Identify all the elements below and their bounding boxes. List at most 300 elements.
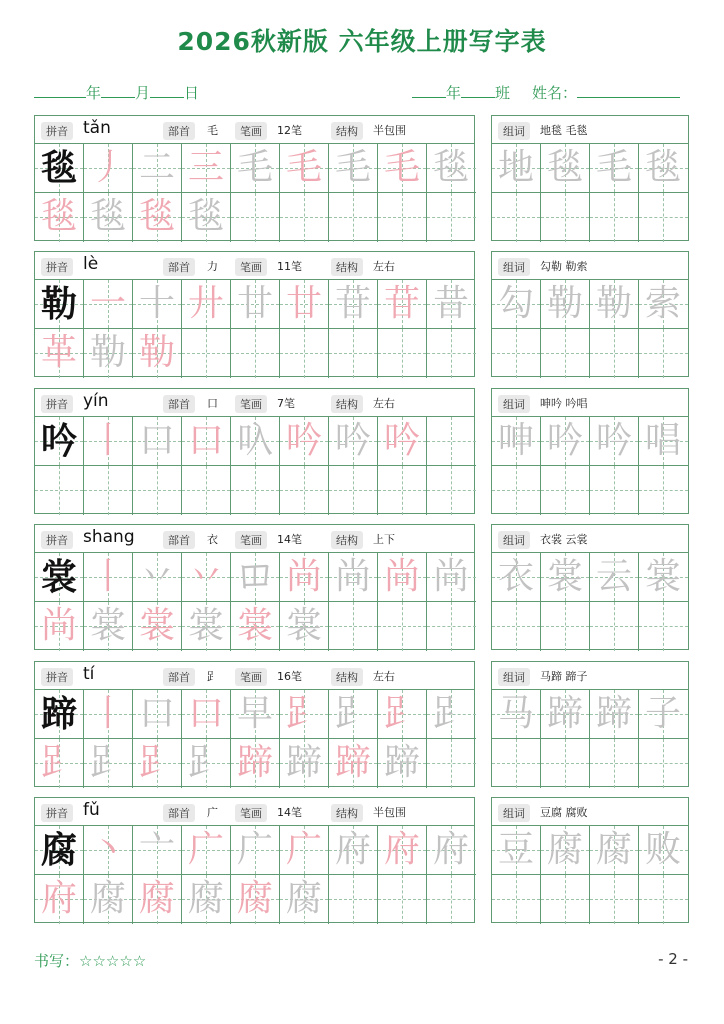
grid-cell[interactable] (329, 553, 378, 602)
words-value: 勾勒 勒索 (540, 260, 588, 273)
page-title: 2026秋新版 六年级上册写字表 (177, 27, 547, 56)
strokes-value: 14笔 (277, 533, 302, 546)
grid-cell[interactable] (35, 417, 84, 466)
radical-value: 力 (207, 260, 218, 273)
model-character: 蹄 (40, 693, 77, 735)
word-character: 豆 (497, 829, 534, 870)
stroke-order-character: 廿 (285, 283, 322, 324)
grid-cell[interactable] (427, 553, 476, 602)
grid-cell[interactable] (280, 193, 329, 242)
word-character: 腐 (546, 829, 583, 870)
word-cell[interactable] (492, 329, 541, 378)
grid-cell[interactable] (133, 553, 182, 602)
structure-value: 上下 (373, 533, 395, 546)
stroke-order-character: 苷 (383, 283, 420, 324)
grid-cell[interactable] (280, 602, 329, 651)
word-cell[interactable] (639, 875, 688, 924)
grid-cell[interactable] (231, 826, 280, 875)
pinyin-label: 拼音 (41, 804, 73, 822)
word-cell[interactable] (541, 553, 590, 602)
grid-cell[interactable] (329, 826, 378, 875)
grid-cell[interactable] (84, 193, 133, 242)
stroke-order-character: 十 (138, 283, 175, 324)
word-character: 吟 (595, 420, 632, 461)
radical-label: 部首 (163, 258, 195, 276)
word-cell[interactable] (492, 739, 541, 788)
pinyin-label: 拼音 (41, 122, 73, 140)
grid-cell[interactable] (231, 602, 280, 651)
word-character: 马 (497, 693, 534, 734)
word-cell[interactable] (541, 193, 590, 242)
grid-cell[interactable] (133, 417, 182, 466)
word-cell[interactable] (590, 280, 639, 329)
word-cell[interactable] (639, 553, 688, 602)
grid-cell[interactable] (329, 193, 378, 242)
grid-cell[interactable] (231, 553, 280, 602)
stroke-order-character: 府 (40, 878, 77, 919)
structure-label: 结构 (331, 395, 363, 413)
character-info-row (35, 252, 474, 280)
word-cell[interactable] (639, 144, 688, 193)
word-box (491, 388, 689, 514)
word-cell[interactable] (492, 466, 541, 515)
words-label: 组词 (498, 122, 530, 140)
word-cell[interactable] (639, 602, 688, 651)
words-label: 组词 (498, 804, 530, 822)
stroke-order-character: 丶 (89, 829, 126, 870)
stroke-order-character: 𧾷 (89, 742, 126, 783)
stroke-order-character: 毛 (236, 147, 273, 188)
grid-cell[interactable] (133, 875, 182, 924)
strokes-label: 笔画 (235, 668, 267, 686)
strokes-value: 16笔 (277, 670, 302, 683)
grid-cell[interactable] (329, 739, 378, 788)
grid-cell[interactable] (231, 739, 280, 788)
grid-cell[interactable] (35, 193, 84, 242)
grid-cell[interactable] (427, 875, 476, 924)
grid-cell[interactable] (427, 144, 476, 193)
page-number: - 2 - (658, 950, 688, 968)
stroke-order-character: 一 (89, 283, 126, 324)
grid-cell[interactable] (329, 875, 378, 924)
word-cell[interactable] (639, 417, 688, 466)
pinyin-value: shang (83, 527, 135, 547)
stroke-order-character: 𧾷 (285, 693, 322, 734)
grid-cell[interactable] (231, 417, 280, 466)
word-cell[interactable] (639, 826, 688, 875)
grid-cell[interactable] (84, 739, 133, 788)
word-character: 衣 (497, 556, 534, 597)
character-info-row (35, 525, 474, 553)
grid-cell[interactable] (84, 875, 133, 924)
grid-cell[interactable] (329, 280, 378, 329)
word-character: 腐 (595, 829, 632, 870)
word-cell[interactable] (639, 193, 688, 242)
grid-cell[interactable] (35, 466, 84, 515)
word-character: 呻 (497, 420, 534, 461)
words-label: 组词 (498, 258, 530, 276)
structure-label: 结构 (331, 531, 363, 549)
practice-box (34, 797, 475, 923)
grid-cell[interactable] (378, 144, 427, 193)
grid-cell[interactable] (280, 826, 329, 875)
word-cell[interactable] (492, 826, 541, 875)
word-cell[interactable] (590, 193, 639, 242)
grid-cell[interactable] (378, 466, 427, 515)
pinyin-value: yín (83, 391, 109, 411)
stroke-order-character: 口 (138, 420, 175, 461)
word-cell[interactable] (590, 690, 639, 739)
stroke-order-character: 广 (285, 829, 322, 870)
stroke-order-character: 吟 (334, 420, 371, 461)
word-cell[interactable] (590, 875, 639, 924)
strokes-label: 笔画 (235, 395, 267, 413)
grid-cell[interactable] (427, 690, 476, 739)
grid-cell[interactable] (329, 690, 378, 739)
words-label: 组词 (498, 395, 530, 413)
grid-cell[interactable] (84, 417, 133, 466)
grid-cell[interactable] (280, 280, 329, 329)
stroke-order-character: 革 (40, 332, 77, 373)
stroke-order-character: 𧾷 (334, 693, 371, 734)
grid-cell[interactable] (182, 417, 231, 466)
word-cell[interactable] (590, 417, 639, 466)
grid-cell[interactable] (182, 193, 231, 242)
radical-value: 衣 (207, 533, 218, 546)
grid-cell[interactable] (35, 553, 84, 602)
structure-value: 半包围 (373, 124, 406, 137)
stroke-order-character: 口 (187, 420, 224, 461)
grid-cell[interactable] (182, 144, 231, 193)
grid-cell[interactable] (35, 739, 84, 788)
stroke-order-character: 昔 (432, 283, 469, 324)
word-cell[interactable] (590, 739, 639, 788)
grid-cell[interactable] (378, 739, 427, 788)
practice-box (34, 388, 475, 514)
character-info-row (35, 116, 474, 144)
grid-cell[interactable] (231, 329, 280, 378)
words-value: 衣裳 云裳 (540, 533, 588, 546)
word-cell[interactable] (541, 329, 590, 378)
word-cell[interactable] (492, 690, 541, 739)
stroke-order-character: 吟 (285, 420, 322, 461)
stroke-order-character: 叺 (236, 420, 273, 461)
stroke-order-character: 蹄 (285, 742, 322, 783)
stroke-order-character: 腐 (187, 878, 224, 919)
word-character: 裳 (546, 556, 583, 597)
character-info-row (35, 798, 474, 826)
grid-cell[interactable] (427, 193, 476, 242)
grid-cell[interactable] (329, 466, 378, 515)
pinyin-label: 拼音 (41, 531, 73, 549)
word-character: 裳 (644, 556, 681, 597)
word-cell[interactable] (541, 875, 590, 924)
word-cell[interactable] (639, 280, 688, 329)
grid-cell[interactable] (133, 144, 182, 193)
grid-cell[interactable] (84, 466, 133, 515)
stroke-order-character: 丨 (89, 556, 126, 597)
stroke-order-character: 丷 (138, 556, 175, 597)
word-cell[interactable] (541, 739, 590, 788)
practice-box (34, 115, 475, 241)
grid-cell[interactable] (329, 417, 378, 466)
grid-cell[interactable] (280, 553, 329, 602)
words-value: 地毯 毛毯 (540, 124, 588, 137)
grid-cell[interactable] (84, 553, 133, 602)
radical-value: 𧾷 (207, 670, 218, 683)
stroke-order-character: 𧾷 (432, 693, 469, 734)
word-cell[interactable] (492, 417, 541, 466)
radical-label: 部首 (163, 122, 195, 140)
grid-cell[interactable] (378, 875, 427, 924)
grid-cell[interactable] (427, 602, 476, 651)
grid-cell[interactable] (35, 280, 84, 329)
grid-cell[interactable] (35, 690, 84, 739)
word-cell[interactable] (492, 602, 541, 651)
grid-cell[interactable] (133, 826, 182, 875)
stroke-order-character: 尚 (40, 605, 77, 646)
grid-cell[interactable] (182, 602, 231, 651)
grid-cell[interactable] (35, 144, 84, 193)
stroke-order-character: 勒 (89, 332, 126, 373)
grid-cell[interactable] (231, 690, 280, 739)
stroke-order-character: 腐 (285, 878, 322, 919)
grid-cell[interactable] (280, 466, 329, 515)
word-cell[interactable] (590, 553, 639, 602)
grid-cell[interactable] (35, 826, 84, 875)
structure-label: 结构 (331, 258, 363, 276)
stroke-order-character: 廿 (236, 283, 273, 324)
word-cell[interactable] (639, 329, 688, 378)
words-label: 组词 (498, 668, 530, 686)
stroke-order-character: 苷 (334, 283, 371, 324)
grid-cell[interactable] (378, 417, 427, 466)
word-info-row (492, 389, 688, 417)
grid-cell[interactable] (329, 329, 378, 378)
word-character: 蹄 (595, 693, 632, 734)
model-character: 毯 (40, 147, 77, 189)
grid-cell[interactable] (231, 280, 280, 329)
grid-cell[interactable] (231, 875, 280, 924)
grid-cell[interactable] (231, 144, 280, 193)
grid-cell[interactable] (182, 280, 231, 329)
grid-cell[interactable] (329, 144, 378, 193)
practice-box (34, 524, 475, 650)
grid-cell[interactable] (378, 329, 427, 378)
stroke-order-character: 丨 (89, 693, 126, 734)
grid-cell[interactable] (427, 826, 476, 875)
word-cell[interactable] (492, 280, 541, 329)
word-cell[interactable] (492, 875, 541, 924)
word-cell[interactable] (492, 144, 541, 193)
word-cell[interactable] (492, 193, 541, 242)
grid-cell[interactable] (133, 739, 182, 788)
grid-cell[interactable] (84, 144, 133, 193)
stroke-order-character: 府 (432, 829, 469, 870)
pinyin-value: lè (83, 254, 99, 274)
strokes-value: 11笔 (277, 260, 302, 273)
grid-cell[interactable] (231, 193, 280, 242)
strokes-label: 笔画 (235, 258, 267, 276)
word-cell[interactable] (541, 690, 590, 739)
grid-cell[interactable] (427, 466, 476, 515)
grid-cell[interactable] (182, 875, 231, 924)
grid-cell[interactable] (182, 466, 231, 515)
grid-cell[interactable] (378, 280, 427, 329)
pinyin-label: 拼音 (41, 668, 73, 686)
grid-cell[interactable] (35, 875, 84, 924)
stroke-order-character: 尚 (334, 556, 371, 597)
word-cell[interactable] (639, 739, 688, 788)
day-label: 日 (184, 84, 200, 102)
word-character: 毯 (546, 147, 583, 188)
word-cell[interactable] (541, 826, 590, 875)
grid-cell[interactable] (182, 329, 231, 378)
model-character: 吟 (40, 420, 77, 462)
word-box (491, 797, 689, 923)
month-label: 月 (135, 84, 151, 102)
word-cell[interactable] (590, 466, 639, 515)
stroke-order-character: 二 (138, 147, 175, 188)
grid-cell[interactable] (329, 602, 378, 651)
grid-cell[interactable] (280, 417, 329, 466)
grid-cell[interactable] (84, 602, 133, 651)
stroke-order-character: 裳 (89, 605, 126, 646)
stroke-order-character: 裳 (138, 605, 175, 646)
radical-label: 部首 (163, 668, 195, 686)
grid-cell[interactable] (378, 553, 427, 602)
stroke-order-character: 腐 (138, 878, 175, 919)
word-character: 云 (595, 556, 632, 597)
word-character: 毯 (644, 147, 681, 188)
word-box (491, 661, 689, 787)
word-cell[interactable] (590, 826, 639, 875)
word-cell[interactable] (492, 553, 541, 602)
stroke-order-character: 广 (236, 829, 273, 870)
structure-label: 结构 (331, 122, 363, 140)
word-character: 子 (644, 693, 681, 734)
pinyin-label: 拼音 (41, 395, 73, 413)
character-info-row (35, 662, 474, 690)
stroke-order-character: 廾 (187, 283, 224, 324)
radical-label: 部首 (163, 395, 195, 413)
model-character: 裳 (40, 556, 77, 598)
grid-cell[interactable] (133, 690, 182, 739)
words-value: 呻吟 吟唱 (540, 397, 588, 410)
stroke-order-character: 丷 (187, 556, 224, 597)
grid-cell[interactable] (427, 280, 476, 329)
stroke-order-character: 丿 (89, 147, 126, 188)
class-name-line (412, 82, 680, 103)
radical-value: 毛 (207, 124, 218, 137)
word-box (491, 524, 689, 650)
grid-cell[interactable] (427, 329, 476, 378)
pinyin-value: tí (83, 664, 95, 684)
grid-cell[interactable] (133, 602, 182, 651)
stroke-order-character: 尚 (285, 556, 322, 597)
grid-cell[interactable] (133, 280, 182, 329)
stroke-order-character: 早 (236, 693, 273, 734)
grid-cell[interactable] (231, 466, 280, 515)
word-cell[interactable] (639, 690, 688, 739)
stroke-order-character: 毯 (138, 196, 175, 237)
grid-cell[interactable] (378, 826, 427, 875)
grid-cell[interactable] (84, 826, 133, 875)
writing-rating: 书写：☆☆☆☆☆ (34, 952, 147, 970)
grid-cell[interactable] (182, 553, 231, 602)
word-cell[interactable] (639, 466, 688, 515)
stroke-order-character: 府 (334, 829, 371, 870)
structure-label: 结构 (331, 668, 363, 686)
grid-cell[interactable] (35, 329, 84, 378)
grid-cell[interactable] (280, 329, 329, 378)
grid-cell[interactable] (84, 280, 133, 329)
strokes-label: 笔画 (235, 804, 267, 822)
grid-cell[interactable] (280, 144, 329, 193)
structure-value: 半包围 (373, 806, 406, 819)
structure-value: 左右 (373, 397, 395, 410)
grid-cell[interactable] (182, 690, 231, 739)
word-cell[interactable] (541, 280, 590, 329)
word-character: 蹄 (546, 693, 583, 734)
date-line (34, 82, 199, 103)
grid-cell[interactable] (182, 826, 231, 875)
grid-cell[interactable] (84, 690, 133, 739)
model-character: 勒 (40, 283, 77, 325)
word-cell[interactable] (541, 602, 590, 651)
grid-cell[interactable] (280, 875, 329, 924)
grid-cell[interactable] (84, 329, 133, 378)
word-cell[interactable] (590, 144, 639, 193)
stroke-order-character: 毯 (40, 196, 77, 237)
grid-cell[interactable] (133, 466, 182, 515)
stroke-order-character: 𧾷 (187, 742, 224, 783)
name-label: 姓名： (532, 84, 578, 102)
grid-cell[interactable] (182, 739, 231, 788)
word-cell[interactable] (541, 466, 590, 515)
practice-box (34, 251, 475, 377)
grid-cell[interactable] (378, 193, 427, 242)
grid-cell[interactable] (35, 602, 84, 651)
class-label: 班 (495, 84, 511, 102)
grid-cell[interactable] (378, 690, 427, 739)
stroke-order-character: 勒 (138, 332, 175, 373)
stroke-order-character: 尚 (432, 556, 469, 597)
grid-cell[interactable] (280, 739, 329, 788)
grid-cell[interactable] (427, 739, 476, 788)
stroke-order-character: 𧾷 (383, 693, 420, 734)
word-cell[interactable] (541, 417, 590, 466)
grid-cell[interactable] (133, 329, 182, 378)
word-box (491, 251, 689, 377)
grid-cell[interactable] (133, 193, 182, 242)
stroke-order-character: 毛 (383, 147, 420, 188)
stroke-order-character: 毛 (334, 147, 371, 188)
stroke-order-character: 丨 (89, 420, 126, 461)
grid-cell[interactable] (378, 602, 427, 651)
word-cell[interactable] (541, 144, 590, 193)
stroke-order-character: 裳 (187, 605, 224, 646)
grid-cell[interactable] (280, 690, 329, 739)
word-cell[interactable] (590, 329, 639, 378)
strokes-value: 7笔 (277, 397, 295, 410)
grid-cell[interactable] (427, 417, 476, 466)
stroke-order-character: 口 (187, 693, 224, 734)
word-box (491, 115, 689, 241)
word-cell[interactable] (590, 602, 639, 651)
strokes-label: 笔画 (235, 531, 267, 549)
radical-value: 广 (207, 806, 218, 819)
